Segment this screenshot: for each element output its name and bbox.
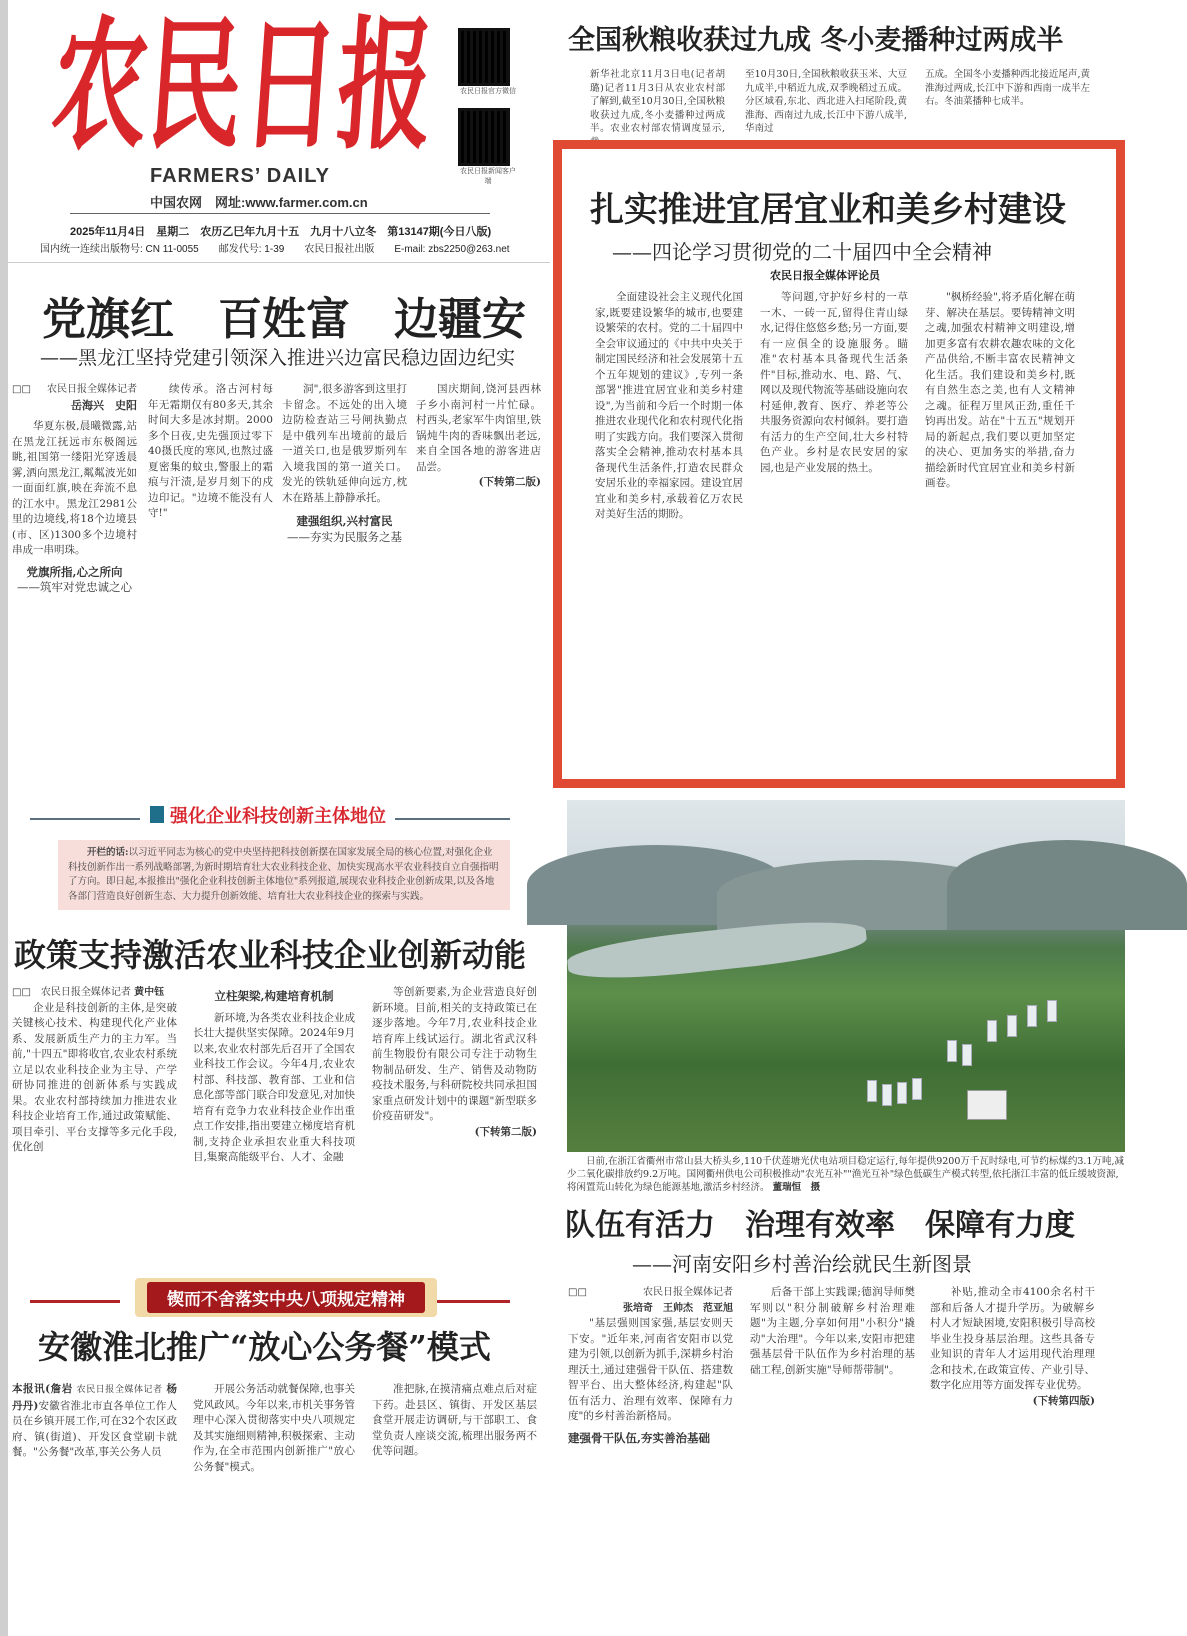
headline-tech[interactable]: 政策支持激活农业科技企业创新动能: [14, 936, 527, 974]
article-column: [282, 382, 407, 792]
text: [967, 1090, 1007, 1120]
subhead: ——夯实为民服务之基: [287, 529, 402, 544]
paragraph: 国庆期间,饶河县西林子乡小南河村一片忙碌。村西头,老家军牛肉馆里,铁锅炖牛肉的香味飘出老远,来自全国各地的游客进店品尝。: [416, 383, 541, 473]
article-column: [12, 382, 137, 792]
app-qr[interactable]: [458, 108, 518, 186]
section-icon: [150, 806, 164, 823]
paragraph: "枫桥经验",将矛盾化解在萌芽、解决在基层。要铸精神文明之魂,加强农村精神文明建设,增加更多富有农耕农趣农味的文化产品供给,不断丰富农民精神文化生活。我们建设和美乡村,既有自然生态之美,也有人文精神之魂。征程万里风正劲,重任千钧再出发。站在"十五五"规划开局的新起点,我们要以更加坚定的决心、更加务实的举措,奋力描绘新时代宜居宜业和美乡村新画卷。: [925, 291, 1075, 489]
lunar-date: 农历乙巳年九月十五: [200, 226, 300, 238]
email: E-mail: zbs2250@263.net: [394, 244, 510, 255]
commentary-byline: 农民日报全媒体评论员: [770, 270, 880, 282]
paragraph: 后备干部上实践课;德润导师樊军则以"积分制破解乡村治理难题"为主题,分享如何用"小积分"撬动"大治理"。今年以来,安阳市把建强基层骨干队伍作为乡村治理的基础工程,创新实施"导师帮带制"。: [750, 1286, 915, 1376]
article-column: 至10月30日,全国秋粮收获玉米、大豆九成半,中稻近九成,双季晚稻过五成。分区域看,东北、西北进入扫尾阶段,黄淮海、西南过九成,长江中下游八成半,华南过: [745, 69, 907, 134]
commentary-subtitle: ——四论学习贯彻党的二十届四中全会精神: [612, 240, 992, 264]
article-column: [193, 1382, 355, 1632]
text: 日前,在浙江省衢州市常山县大桥头乡,110千伏莲塘光伏电站项目稳定运行,每年提供9200万千瓦时绿电,可节约标煤约3.1万吨,减少二氧化碳排放约9.2万吨。国网衢州供电公司积极推动"农光互补""渔光互补"绿色低碳生产模式转型,依托浙江丰富的低丘缓坡资源,将闲置荒山转化为绿色能源基地,激活乡村经济。: [567, 1156, 1125, 1193]
headline-grain[interactable]: 全国秋粮收获过九成 冬小麦播种过两成半: [568, 25, 1064, 56]
weekday: 星期二: [156, 226, 190, 238]
article-column: 新华社北京11月3日电(记者胡璐)记者11月3日从农业农村部了解到,截至10月30日,全国秋粮收获过九成,冬小麦播种过两成半。农业农村部农情调度显示,截: [590, 69, 725, 148]
section-title[interactable]: 强化企业科技创新主体地位: [170, 806, 386, 827]
solar-term: 九月十八立冬: [310, 226, 377, 238]
intro-label: 开栏的话:: [87, 847, 129, 858]
continued-link[interactable]: (下转第二版): [478, 476, 541, 488]
text: [568, 1285, 733, 1301]
page-edge: [0, 0, 8, 1636]
qr-code-icon: [458, 28, 510, 86]
text: 张培奇 王帅杰 范亚旭: [623, 1302, 733, 1314]
publication-info: [40, 240, 510, 255]
text: [12, 382, 137, 398]
paragraph: 等创新要素,为企业营造良好创新环境。目前,相关的支持政策已在逐步落地。今年7月,农业科技企业培育库上线试运行。湖北省武汉科前生物股份有限公司专注于动物生物制品研发、生产、销售及动物防疫技术服务,与科研院校共同承担国家重点研发计划中的课题"新型联多价疫苗研发"。: [372, 986, 537, 1122]
solar-farm-photo[interactable]: [567, 800, 1125, 1152]
continued-link[interactable]: (下转第二版): [474, 1125, 537, 1138]
article-column: 五成。全国冬小麦播种西北接近尾声,黄淮海过两成,长江中下游和西南一成半左右。冬油菜播种七成半。: [925, 69, 1090, 107]
text: 农民日报全媒体记者: [76, 1385, 163, 1395]
article-column: [12, 1382, 177, 1632]
text: [962, 1044, 972, 1066]
paragraph: 补贴,推动全市4100余名村干部和后备人才提升学历。为破解乡村人才短缺困境,安阳积极引导高校毕业生投身基层治理。这些具备专业知识的青年人才运用现代治理理念和技术,在政策宣传、产业引导、数字化应用等方面发挥专业优势。: [930, 1286, 1095, 1391]
text: [1047, 1000, 1057, 1022]
paragraph: 企业是科技创新的主体,是突破关键核心技术、构建现代化产业体系、发展新质生产力的主力军。当前,"十四五"即将收官,农业农村系统立足以农业科技企业为主导、产学研协同推进的创新体系与实践成果。农业农村部持续加力推进农业科技企业培育工作,通过政策赋能、项目牵引、平台支撑等多元化手段,优化创: [12, 1001, 177, 1153]
article-column: [568, 1285, 733, 1630]
website-url[interactable]: 中国农网 网址:www.farmer.com.cn: [150, 195, 368, 210]
paragraph: 准把脉,在摸清痛点难点后对症下药。赴县区、镇街、开发区基层食堂开展走访调研,与干部职工、食堂负责人座谈交流,梳理出服务两不优等问题。: [372, 1383, 537, 1457]
paragraph: "基层强则国家强,基层安则天下安。"近年来,河南省安阳市以党建为引领,以创新为抓手,深耕乡村治理沃土,通过建强骨干队伍、搭建数智平台、出大整体经济,构建起"队伍有活力、治理有效率、保障有力度"的乡村善治新格局。: [568, 1317, 733, 1422]
subhead: 党旗所指,心之所向: [26, 564, 123, 579]
article-column: [193, 985, 355, 1260]
headline-commentary[interactable]: 扎实推进宜居宜业和美乡村建设: [590, 190, 1066, 230]
article-column: [925, 290, 1075, 775]
issue-number: 第13147期(今日八版): [387, 226, 492, 238]
text: [947, 1040, 957, 1062]
subhead: 立柱架梁,构建培育机制: [214, 989, 334, 1003]
photo-caption: [567, 1155, 1125, 1194]
article-column: [760, 290, 908, 775]
text: 本报讯(詹岩: [12, 1383, 73, 1395]
divider: [395, 818, 510, 820]
divider: [70, 213, 490, 214]
paragraph: 续传承。洛古河村每年无霜期仅有80多天,其余时间大多是冰封期。2000多个日夜,史先强顶过零下40摄氏度的寒风,也熬过盛夏密集的蚊虫,警服上的霜痕与汗渍,是岁月刻下的戍边印记。"边境不能没有人守!": [148, 383, 273, 519]
text: [867, 1080, 877, 1102]
cn-number: 国内统一连续出版物号: CN 11-0055: [40, 244, 199, 255]
byline-org: 农民日报全媒体记者: [47, 384, 137, 395]
headline-anyang[interactable]: 队伍有活力 治理有效率 保障有力度: [565, 1208, 1075, 1243]
text: [912, 1078, 922, 1100]
byline-names: 岳海兴 史阳: [71, 398, 137, 412]
masthead-logo: 农民日报: [46, 3, 439, 170]
article-column: [372, 1382, 537, 1632]
anyang-subtitle: ——河南安阳乡村善治绘就民生新图景: [632, 1252, 972, 1276]
qr-label: 农民日报新闻客户端: [460, 168, 516, 185]
paragraph: 开展公务活动就餐保障,也事关党风政风。今年以来,市机关事务管理中心深入贯彻落实中央八项规定及其实施细则精神,积极探索、主动作为,在全市范围内创新推广"放心公务餐"模式。: [193, 1383, 355, 1473]
headline-meal[interactable]: 安徽淮北推广“放心公务餐”模式: [38, 1328, 491, 1366]
subhead: ——筑牢对党忠诚之心: [17, 580, 132, 594]
text: 安徽省淮北市直各单位工作人员在乡镇开展工作,可在32个农区政府、镇(街道)、开发区食堂刷卡就餐。"公务餐"改革,事关公务人员: [12, 1399, 178, 1458]
article-column: [416, 382, 541, 792]
text: [882, 1084, 892, 1106]
series-intro: [58, 840, 510, 910]
border-subtitle: ——黑龙江坚持党建引领深入推进兴边富民稳边固边纪实: [40, 347, 516, 369]
headline-border[interactable]: 党旗红 百姓富 边疆安: [42, 294, 526, 345]
text: [987, 1020, 997, 1042]
article-column: [930, 1285, 1095, 1630]
qr-label: 农民日报官方微信: [460, 88, 516, 95]
intro-text: 以习近平同志为核心的党中央坚持把科技创新摆在国家发展全局的核心位置,对强化企业科技创新作出一系列战略部署,为新时期培育壮大农业科技企业、加快实现高水平农业科技自立自强指明了方向。即日起,本报推出"强化企业科技创新主体地位"系列报道,展现农业科技企业创新成果,以及各地各部门营造良好创新生态、大力提升创新效能、培育壮大农业科技企业的探索与实践。: [68, 847, 499, 902]
article-column: [372, 985, 537, 1260]
qr-code-icon: [458, 108, 510, 166]
text: [947, 840, 1187, 930]
article-column: [148, 382, 273, 792]
text: [1007, 1015, 1017, 1037]
text: 黄中钰: [134, 987, 165, 998]
photo-credit: 董瑞恒 摄: [772, 1182, 821, 1193]
subhead: 建强组织,兴村富民: [296, 514, 393, 528]
share-icon: □□: [568, 1287, 587, 1298]
text: [1027, 1005, 1037, 1027]
paragraph: 全面建设社会主义现代化国家,既要建设繁华的城市,也要建设繁荣的农村。党的二十届四中全会审议通过的《中共中央关于制定国民经济和社会发展第十五个五年规划的建议》,专列一条部署"推进宜居宜业和美乡村建设",为当前和今后一个时期一体推进农业现代化和农村现代化指明了实践方向。我们要深入贯彻落实全会精神,推动农村基本具备现代生活条件,打造农民群众安居乐业的幸福家园。建设宜居宜业和美乡村,承载着亿万农民对美好生活的期盼。: [595, 291, 743, 520]
share-icon: □□: [12, 384, 31, 395]
text: 杨丹丹): [12, 1383, 177, 1412]
share-icon: □□: [12, 987, 31, 998]
article-column: [750, 1285, 915, 1630]
subhead: 建强骨干队伍,夯实善治基础: [568, 1430, 711, 1445]
text: [12, 985, 177, 1001]
divider: [8, 262, 550, 263]
continued-link[interactable]: (下转第四版): [1032, 1394, 1095, 1407]
banner-frame: [135, 1278, 437, 1317]
text: 农民日报全媒体记者: [643, 1287, 733, 1298]
dateline: [70, 223, 491, 239]
publisher: 农民日报社出版: [304, 244, 375, 255]
divider: [30, 818, 140, 820]
post-code: 邮发代号: 1-39: [218, 244, 285, 255]
date: 2025年11月4日: [70, 226, 146, 238]
paragraph: 洞",很多游客到这里打卡留念。不远处的出入境边防检查站三号闸执勤点是中俄列车出境前的最后一道关口,也是俄罗斯列车入境我国的第一道关口。发光的铁轨延伸向远方,枕木在路基上静静承托。: [282, 383, 407, 504]
wechat-qr[interactable]: [458, 28, 518, 96]
masthead-english: FARMERS’ DAILY: [150, 165, 330, 187]
text: [897, 1082, 907, 1104]
paragraph: 华夏东极,晨曦微露,站在黑龙江抚远市东极阁远眺,祖国第一缕阳光穿透晨雾,洒向黑龙江,粼粼波光如一面面红旗,映在奔流不息的江水中。黑龙江2981公里的边境线,将18个边境县(市、区)1300多个边境村串成一串明珠。: [12, 420, 137, 556]
paragraph: 等问题,守护好乡村的一草一木、一砖一瓦,留得住青山绿水,记得住悠悠乡愁;另一方面,要有一应俱全的设施服务。瞄准"农村基本具备现代生活条件"目标,推动水、电、路、气、网以及现代物流等基础设施向农村延伸,教育、医疗、养老等公共服务资源向农村倾斜。要打造有活力的生产空间,壮大乡村特色产业。乡村是农民安居的家园,也是产业发展的热土。: [760, 291, 908, 474]
text: 农民日报全媒体记者: [40, 987, 131, 998]
article-column: [595, 290, 743, 775]
article-column: [12, 985, 177, 1260]
divider: [30, 1300, 120, 1303]
paragraph: 新环境,为各类农业科技企业成长壮大提供坚实保障。2024年9月以来,农业农村部先后召开了全国农业科技工作会议。今年4月,农业农村部、科技部、教育部、工业和信息化部等部门联合印发意见,对加快培育有竞争力农业科技企业作出重点工作安排,指出要建立梯度培育机制,支持企业承担农业重大科技项目,集聚高能级平台、人才、金融: [193, 1011, 355, 1163]
banner-title: 锲而不舍落实中央八项规定精神: [147, 1282, 425, 1313]
